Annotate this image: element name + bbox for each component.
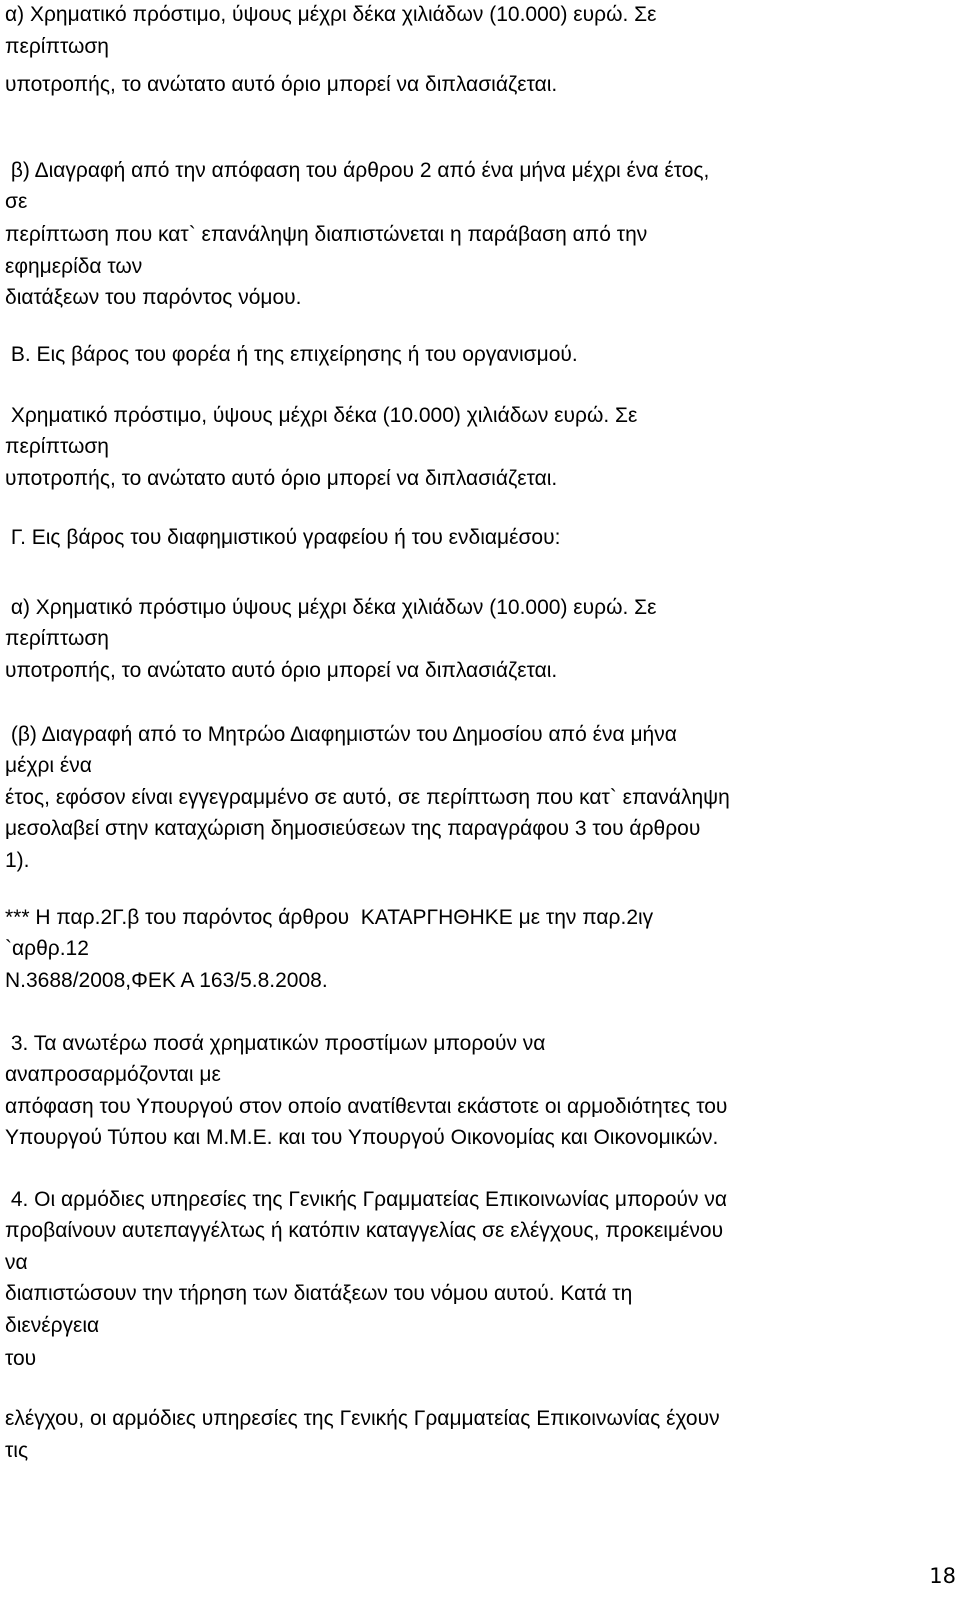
text-line: προβαίνουν αυτεπαγγέλτως ή κατόπιν καταγγελίας σε ελέγχους, προκειμένου	[5, 1219, 724, 1242]
text-line: (β) Διαγραφή από το Μητρώο Διαφημιστών του Δημοσίου από ένα μήνα	[5, 723, 677, 746]
page-number: 18	[929, 1564, 956, 1588]
text-line: περίπτωση	[5, 627, 109, 650]
text-line: α) Χρηματικό πρόστιμο ύψους μέχρι δέκα χιλιάδων (10.000) ευρώ. Σε	[5, 596, 657, 619]
text-line: μέχρι ένα	[5, 754, 92, 777]
text-line: υποτροπής, το ανώτατο αυτό όριο μπορεί να διπλασιάζεται.	[5, 73, 558, 96]
text-line: 1).	[5, 849, 30, 872]
text-line: Υπουργού Τύπου και Μ.Μ.Ε. και του Υπουργού Οικονομίας και Οικονομικών.	[5, 1126, 719, 1149]
text-line: εφημερίδα των	[5, 255, 143, 278]
text-line: διατάξεων του παρόντος νόμου.	[5, 286, 302, 309]
text-line: υποτροπής, το ανώτατο αυτό όριο μπορεί να διπλασιάζεται.	[5, 659, 558, 682]
text-line: Χρηματικό πρόστιμο, ύψους μέχρι δέκα (10.000) χιλιάδων ευρώ. Σε	[5, 404, 638, 427]
text-line: 4. Οι αρμόδιες υπηρεσίες της Γενικής Γραμματείας Επικοινωνίας μπορούν να	[5, 1188, 727, 1211]
text-line: αναπροσαρμόζονται με	[5, 1063, 221, 1086]
text-line: του	[5, 1347, 37, 1370]
text-line: `αρθρ.12	[5, 937, 89, 960]
text-line: Γ. Εις βάρος του διαφημιστικού γραφείου ή του ενδιαμέσου:	[5, 526, 561, 549]
text-line: α) Χρηματικό πρόστιμο, ύψους μέχρι δέκα χιλιάδων (10.000) ευρώ. Σε	[5, 3, 657, 26]
text-line: περίπτωση που κατ` επανάληψη διαπιστώνεται η παράβαση από την	[5, 223, 648, 246]
text-line: 3. Τα ανωτέρω ποσά χρηματικών προστίμων μπορούν να	[5, 1032, 546, 1055]
text-line: Β. Εις βάρος του φορέα ή της επιχείρησης ή του οργανισμού.	[5, 343, 578, 366]
text-line: Ν.3688/2008,ΦΕΚ Α 163/5.8.2008.	[5, 969, 328, 992]
text-line: μεσολαβεί στην καταχώριση δημοσιεύσεων της παραγράφου 3 του άρθρου	[5, 817, 701, 840]
text-line: έτος, εφόσον είναι εγγεγραμμένο σε αυτό, σε περίπτωση που κατ` επανάληψη	[5, 786, 730, 809]
text-line: περίπτωση	[5, 35, 109, 58]
text-line: β) Διαγραφή από την απόφαση του άρθρου 2 από ένα μήνα μέχρι ένα έτος,	[5, 159, 710, 182]
text-line: υποτροπής, το ανώτατο αυτό όριο μπορεί να διπλασιάζεται.	[5, 467, 558, 490]
text-line: διενέργεια	[5, 1314, 100, 1337]
text-line: *** Η παρ.2Γ.β του παρόντος άρθρου ΚΑΤΑΡΓΗΘΗΚΕ με την παρ.2ιγ	[5, 906, 654, 929]
text-line: περίπτωση	[5, 435, 109, 458]
text-line: σε	[5, 190, 28, 213]
text-line: τις	[5, 1439, 29, 1462]
text-line: ελέγχου, οι αρμόδιες υπηρεσίες της Γενικής Γραμματείας Επικοινωνίας έχουν	[5, 1407, 720, 1430]
text-line: διαπιστώσουν την τήρηση των διατάξεων του νόμου αυτού. Κατά τη	[5, 1282, 633, 1305]
text-line: να	[5, 1251, 28, 1274]
text-line: απόφαση του Υπουργού στον οποίο ανατίθενται εκάστοτε οι αρμοδιότητες του	[5, 1095, 728, 1118]
